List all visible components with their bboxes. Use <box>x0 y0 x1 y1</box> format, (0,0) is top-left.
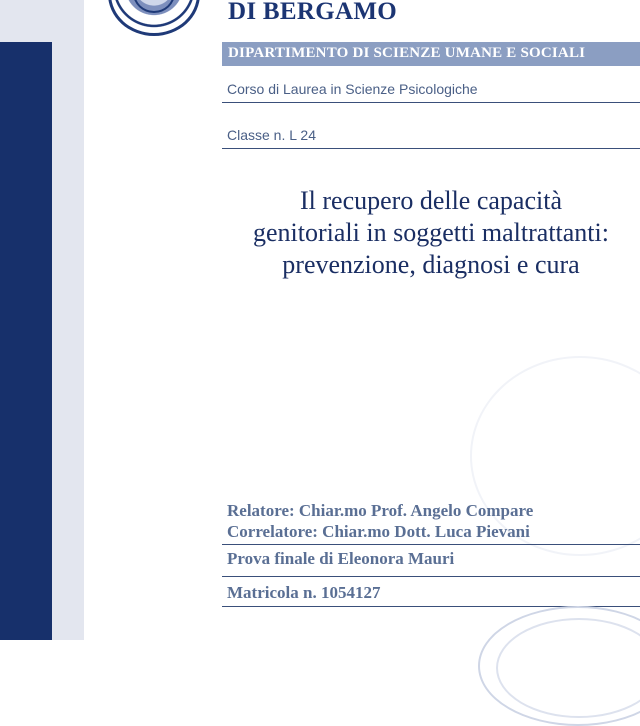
thesis-title-line: prevenzione, diagnosi e cura <box>282 250 580 279</box>
seal-inner-ring <box>133 0 175 13</box>
matricola-line: Matricola n. 1054127 <box>227 583 381 602</box>
correlatore-line: Correlatore: Chiar.mo Dott. Luca Pievani <box>227 522 530 541</box>
prova-finale-line: Prova finale di Eleonora Mauri <box>227 549 455 568</box>
university-title: DI BERGAMO <box>228 0 397 25</box>
class-number: Classe n. L 24 <box>227 127 316 143</box>
department-name: DIPARTIMENTO DI SCIENZE UMANE E SOCIALI <box>228 45 586 61</box>
thesis-title-line: genitoriali in soggetti maltrattanti: <box>253 218 609 247</box>
course-name: Corso di Laurea in Scienze Psicologiche <box>227 81 478 97</box>
left-band-dark <box>0 42 52 640</box>
divider-rule <box>222 576 640 577</box>
thesis-title <box>222 185 640 281</box>
divider-rule <box>222 544 640 545</box>
divider-rule <box>222 102 640 103</box>
divider-rule <box>222 148 640 149</box>
relatore-line: Relatore: Chiar.mo Prof. Angelo Compare <box>227 501 534 520</box>
thesis-title-line: Il recupero delle capacità <box>300 186 562 215</box>
